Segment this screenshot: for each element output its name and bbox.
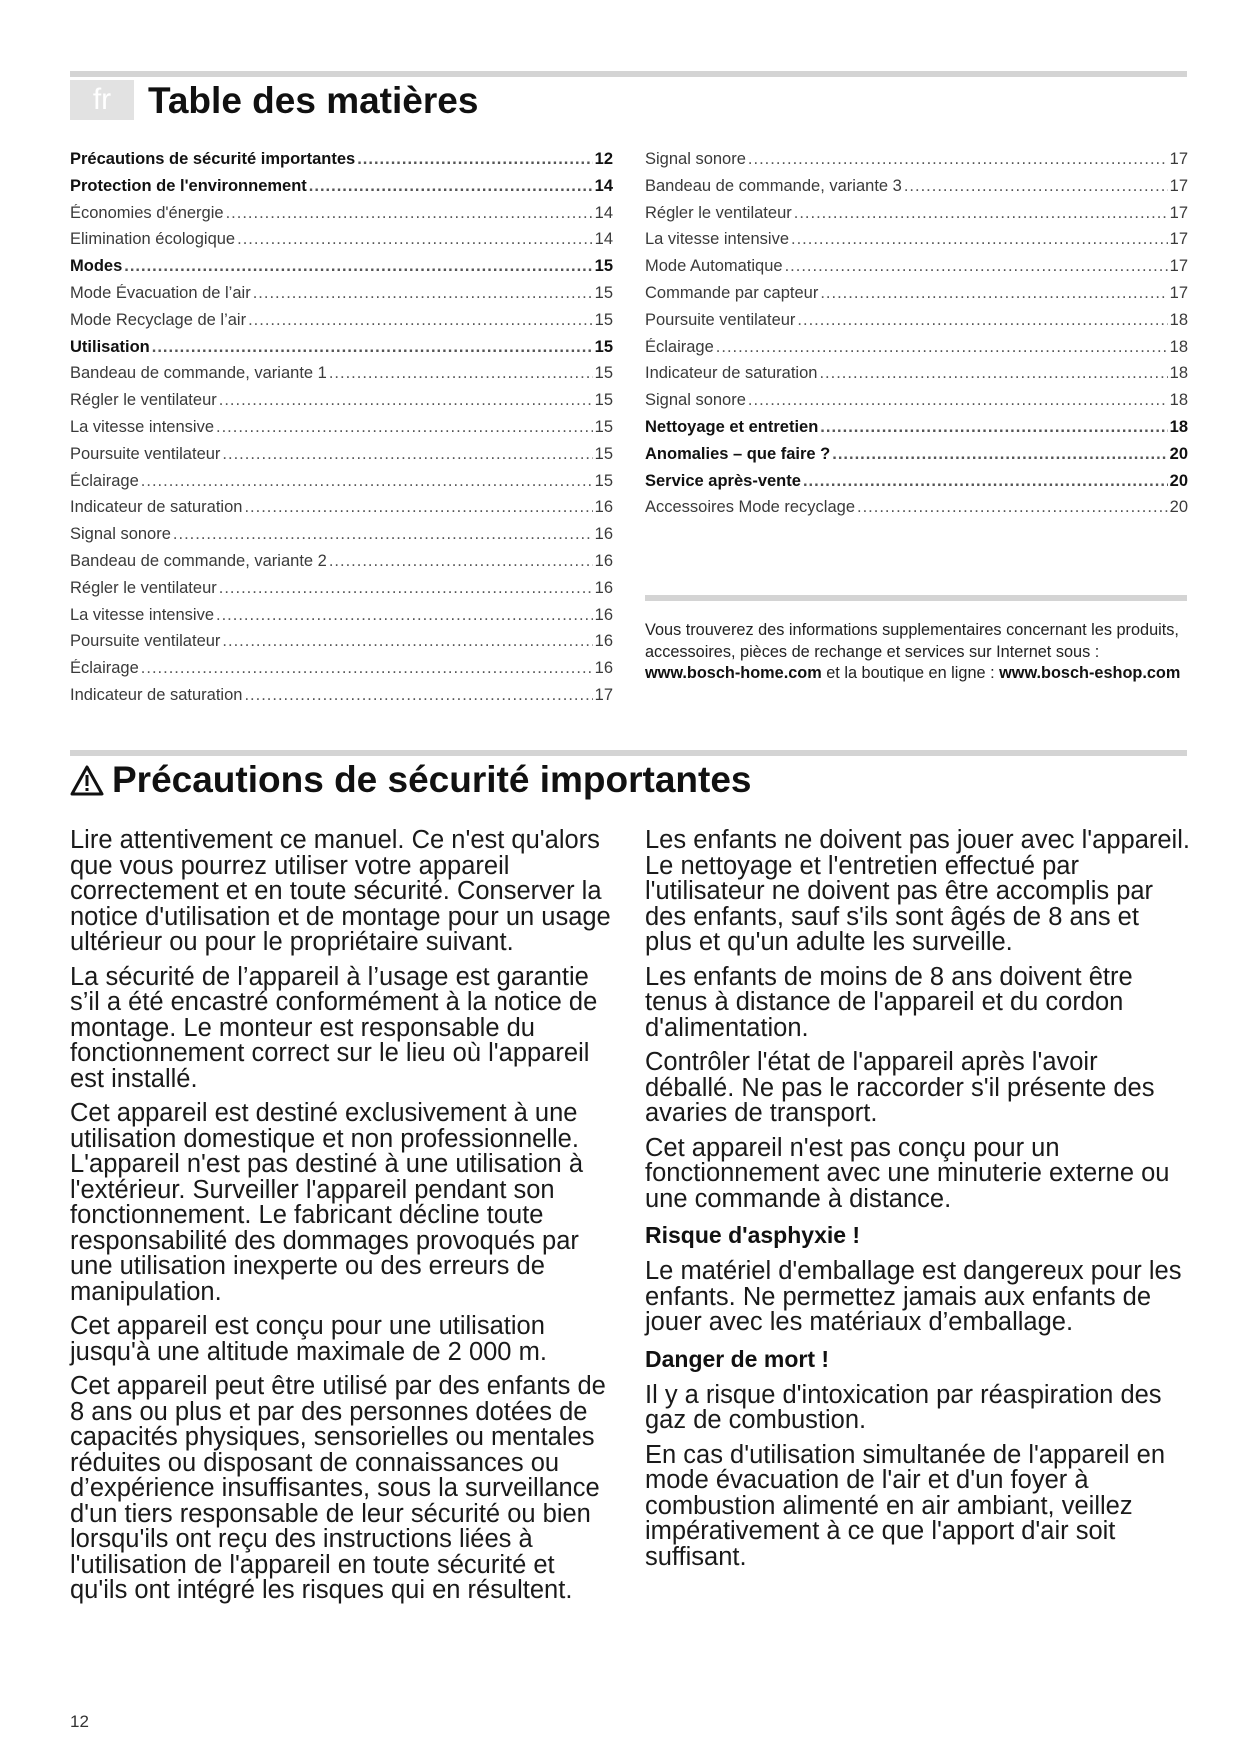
toc-entry[interactable] (70, 579, 613, 606)
toc-entry-page: 17 (594, 685, 613, 704)
toc-entry[interactable] (645, 150, 1188, 177)
toc-entry-label: La vitesse intensive (70, 417, 214, 436)
toc-leader-dots (222, 632, 592, 651)
toc-leader-dots (216, 606, 593, 625)
toc-entry-label: Précautions de sécurité importantes (70, 150, 356, 168)
toc-entry[interactable] (70, 525, 613, 552)
toc-entry-label: Éclairage (70, 659, 139, 678)
safety-divider (70, 750, 1187, 756)
toc-entry-page: 15 (594, 283, 613, 302)
toc-entry[interactable] (645, 177, 1188, 204)
toc-entry-page: 15 (594, 310, 613, 329)
toc-entry[interactable] (70, 552, 613, 579)
toc-entry-page: 12 (594, 150, 613, 168)
safety-paragraph: Les enfants ne doivent pas jouer avec l'appareil. Le nettoyage et l'entretien effectué par l'utilisateur ne doivent pas être accomplis par des enfants, sauf s'ils sont âgés de 8 ans et plus et qu'un adulte les surveille. (645, 826, 1190, 956)
toc-leader-dots (152, 338, 593, 357)
toc-entry-label: La vitesse intensive (70, 605, 214, 624)
toc-entry[interactable] (645, 284, 1188, 311)
toc-entry[interactable] (70, 338, 613, 365)
toc-entry-page: 20 (1169, 498, 1188, 517)
toc-entry[interactable] (70, 284, 613, 311)
info-link-bosch-eshop[interactable]: www.bosch-eshop.com (999, 664, 1181, 682)
toc-leader-dots (173, 525, 593, 544)
toc-entry[interactable] (645, 204, 1188, 231)
toc-entry-label: Anomalies – que faire ? (645, 444, 831, 463)
info-text-middle: et la boutique en ligne : (821, 664, 1000, 682)
warning-triangle-icon (70, 765, 104, 796)
toc-entry-label: Utilisation (70, 337, 150, 356)
toc-entry-page: 15 (594, 364, 613, 383)
toc-leader-dots (819, 364, 1167, 383)
toc-leader-dots (785, 257, 1168, 276)
toc-entry-page: 20 (1169, 471, 1188, 490)
toc-leader-dots (820, 284, 1167, 303)
toc-leader-dots (226, 204, 593, 223)
toc-leader-dots (244, 686, 592, 705)
toc-leader-dots (748, 391, 1168, 410)
toc-entry[interactable] (645, 418, 1188, 445)
toc-entry[interactable] (645, 472, 1188, 499)
toc-leader-dots (237, 230, 593, 249)
toc-leader-dots (216, 418, 593, 437)
toc-leader-dots (329, 364, 593, 383)
toc-entry-page: 17 (1169, 283, 1188, 302)
toc-entry-label: Régler le ventilateur (70, 391, 217, 410)
toc-leader-dots (803, 472, 1168, 491)
info-text-before: Vous trouverez des informations supplementaires concernant les produits, accessoires, pièces de rechange et services sur Internet sous : (645, 621, 1179, 661)
toc-entry[interactable] (70, 364, 613, 391)
toc-leader-dots (253, 284, 593, 303)
toc-leader-dots (309, 177, 593, 196)
toc-entry-page: 17 (1169, 257, 1188, 276)
toc-entry-label: Bandeau de commande, variante 1 (70, 364, 327, 383)
toc-entry[interactable] (70, 498, 613, 525)
toc-left-column (70, 150, 613, 713)
toc-entry[interactable] (645, 498, 1188, 525)
heading-asphyxia: Risque d'asphyxie ! (645, 1222, 861, 1248)
safety-right-column (645, 828, 1190, 1579)
toc-leader-dots (244, 498, 592, 517)
toc-entry-page: 18 (1169, 310, 1188, 329)
toc-entry-label: Mode Recyclage de l’air (70, 310, 247, 329)
safety-paragraph: Cet appareil n'est pas conçu pour un fonctionnement avec une minuterie externe ou une commande à distance. (645, 1133, 1170, 1213)
toc-entry-label: Mode Automatique (645, 257, 783, 276)
toc-entry-label: Modes (70, 257, 123, 276)
safety-paragraph: Cet appareil est conçu pour une utilisation jusqu'à une altitude maximale de 2 000 m. (70, 1312, 547, 1366)
toc-entry[interactable] (645, 445, 1188, 472)
toc-entry[interactable] (70, 204, 613, 231)
toc-entry-page: 17 (1169, 176, 1188, 195)
toc-entry-page: 16 (594, 525, 613, 544)
language-badge: fr (70, 80, 134, 120)
info-link-bosch-home[interactable]: www.bosch-home.com (645, 664, 822, 682)
toc-entry[interactable] (70, 230, 613, 257)
toc-entry[interactable] (645, 311, 1188, 338)
toc-entry[interactable] (70, 150, 613, 177)
toc-entry-label: Indicateur de saturation (70, 498, 243, 517)
safety-right-general (645, 828, 1190, 1212)
toc-title: Table des matières (148, 80, 479, 121)
toc-entry-label: La vitesse intensive (645, 230, 789, 249)
toc-entry[interactable] (70, 311, 613, 338)
toc-leader-dots (141, 472, 593, 491)
toc-entry[interactable] (70, 659, 613, 686)
toc-entry-label: Signal sonore (645, 391, 746, 410)
toc-entry[interactable] (70, 391, 613, 418)
toc-entry-label: Elimination écologique (70, 230, 236, 249)
toc-entry-label: Accessoires Mode recyclage (645, 498, 856, 517)
toc-entry-page: 16 (594, 498, 613, 517)
toc-entry-label: Régler le ventilateur (645, 203, 792, 222)
toc-leader-dots (248, 311, 593, 330)
toc-leader-dots (222, 445, 592, 464)
heading-danger: Danger de mort ! (645, 1345, 830, 1372)
toc-leader-dots (329, 552, 593, 571)
safety-title (70, 758, 751, 802)
toc-leader-dots (904, 177, 1168, 196)
toc-entry-page: 14 (594, 176, 613, 195)
toc-entry-label: Poursuite ventilateur (645, 310, 796, 329)
toc-leader-dots (141, 659, 593, 678)
toc-entry-page: 16 (594, 632, 613, 651)
toc-entry-label: Poursuite ventilateur (70, 444, 221, 463)
toc-entry-label: Bandeau de commande, variante 2 (70, 551, 327, 570)
safety-paragraph: Cet appareil est destiné exclusivement à une utilisation domestique et non professionnelle. L'appareil n'est pas destiné à une utilisation à l'extérieur. Surveiller l'appareil pendant son fonctionnement. Le fabricant décline toute responsabilité des dommages provoqués par une utilisation inexperte ou des erreurs de manipulation. (70, 1099, 584, 1306)
toc-leader-dots (219, 579, 593, 598)
toc-entry[interactable] (70, 606, 613, 633)
toc-entry-page: 17 (1169, 150, 1188, 168)
toc-entry-label: Signal sonore (645, 150, 746, 168)
info-divider (645, 595, 1187, 601)
toc-entry-page: 20 (1169, 444, 1188, 463)
toc-entry[interactable] (645, 364, 1188, 391)
toc-entry-label: Indicateur de saturation (70, 685, 243, 704)
toc-entry[interactable] (70, 445, 613, 472)
toc-entry-page: 14 (594, 203, 613, 222)
safety-paragraph: Contrôler l'état de l'appareil après l'avoir déballé. Ne pas le raccorder s'il présente des avaries de transport. (645, 1048, 1155, 1127)
toc-leader-dots (791, 230, 1168, 249)
safety-paragraph: Cet appareil peut être utilisé par des enfants de 8 ans ou plus et par des personnes dotées de capacités physiques, sensorielles ou mentales réduites ou disposant de connaissances ou d’expérience insuffisantes, sous la surveillance d'un tiers responsable de leur sécurité ou bien lorsqu'ils ont reçu des instructions liées à l'utilisation de l'appareil en toute sécurité et qu'ils ont intégré les risques qui en résultent. (70, 1372, 606, 1604)
toc-entry-page: 15 (594, 417, 613, 436)
toc-leader-dots (832, 445, 1167, 464)
toc-leader-dots (124, 257, 592, 276)
toc-entry-page: 16 (594, 578, 613, 597)
toc-entry-page: 15 (594, 471, 613, 490)
toc-entry[interactable] (70, 257, 613, 284)
toc-entry-page: 14 (594, 230, 613, 249)
toc-entry[interactable] (70, 418, 613, 445)
safety-right-danger (645, 1380, 1190, 1571)
toc-entry-label: Nettoyage et entretien (645, 417, 819, 436)
toc-entry[interactable] (645, 391, 1188, 418)
toc-entry-page: 15 (594, 391, 613, 410)
toc-entry-label: Mode Évacuation de l’air (70, 283, 251, 302)
info-note (645, 620, 1187, 685)
toc-leader-dots (820, 418, 1167, 437)
safety-paragraph: En cas d'utilisation simultanée de l'appareil en mode évacuation de l'air et d'un foyer à combustion alimenté en air ambiant, veillez impérativement à ce que l'apport d'air soit suffisant. (645, 1440, 1166, 1571)
toc-entry-page: 18 (1169, 364, 1188, 383)
toc-leader-dots (857, 498, 1168, 517)
toc-entry-label: Bandeau de commande, variante 3 (645, 176, 902, 195)
toc-entry[interactable] (70, 686, 613, 713)
toc-leader-dots (716, 338, 1168, 357)
toc-entry-page: 17 (1169, 203, 1188, 222)
safety-paragraph: Lire attentivement ce manuel. Ce n'est qu'alors que vous pourrez utiliser votre appareil correctement et en toute sécurité. Conserver la notice d'utilisation et de montage pour un usage ultérieur ou pour le propriétaire suivant. (70, 826, 611, 956)
safety-left-column (70, 828, 615, 1613)
toc-entry-page: 18 (1169, 417, 1188, 436)
toc-leader-dots (794, 204, 1168, 223)
toc-entry-page: 15 (594, 257, 613, 276)
toc-leader-dots (797, 311, 1167, 330)
toc-entry-page: 18 (1169, 391, 1188, 410)
safety-paragraph: Les enfants de moins de 8 ans doivent être tenus à distance de l'appareil et du cordon d'alimentation. (645, 962, 1133, 1042)
toc-entry[interactable] (70, 632, 613, 659)
toc-entry[interactable] (70, 177, 613, 204)
toc-entry[interactable] (645, 230, 1188, 257)
page-number: 12 (70, 1712, 89, 1731)
toc-entry-label: Protection de l'environnement (70, 176, 307, 195)
toc-entry-page: 16 (594, 659, 613, 678)
toc-entry-label: Service après-vente (645, 471, 801, 490)
toc-entry-label: Éclairage (70, 471, 139, 490)
toc-entry-label: Indicateur de saturation (645, 364, 818, 383)
toc-entry-label: Régler le ventilateur (70, 578, 217, 597)
toc-leader-dots (357, 150, 592, 169)
toc-entry[interactable] (70, 472, 613, 499)
toc-right-column (645, 150, 1188, 525)
toc-entry[interactable] (645, 338, 1188, 365)
toc-divider (70, 71, 1187, 77)
toc-leader-dots (748, 150, 1168, 169)
toc-entry-page: 18 (1169, 337, 1188, 356)
toc-entry-label: Éclairage (645, 337, 714, 356)
safety-paragraph: Il y a risque d'intoxication par réaspiration des gaz de combustion. (645, 1380, 1162, 1434)
toc-entry-label: Signal sonore (70, 525, 171, 544)
safety-paragraph: La sécurité de l’appareil à l’usage est garantie s’il a été encastré conformément à la notice de montage. Le monteur est responsable du fonctionnement correct sur le lieu où l'appareil est installé. (70, 962, 598, 1093)
toc-entry-label: Économies d'énergie (70, 203, 224, 222)
asphyxia-paragraph: Le matériel d'emballage est dangereux pour les enfants. Ne permettez jamais aux enfants de jouer avec les matériaux d’emballage. (645, 1257, 1182, 1336)
toc-entry-page: 16 (594, 605, 613, 624)
safety-title-text: Précautions de sécurité importantes (112, 759, 752, 800)
toc-entry-page: 15 (594, 444, 613, 463)
toc-entry-page: 15 (594, 337, 613, 356)
toc-entry-page: 16 (594, 551, 613, 570)
toc-entry-label: Commande par capteur (645, 283, 819, 302)
toc-leader-dots (219, 391, 593, 410)
toc-entry-page: 17 (1169, 230, 1188, 249)
toc-entry-label: Poursuite ventilateur (70, 632, 221, 651)
toc-entry[interactable] (645, 257, 1188, 284)
